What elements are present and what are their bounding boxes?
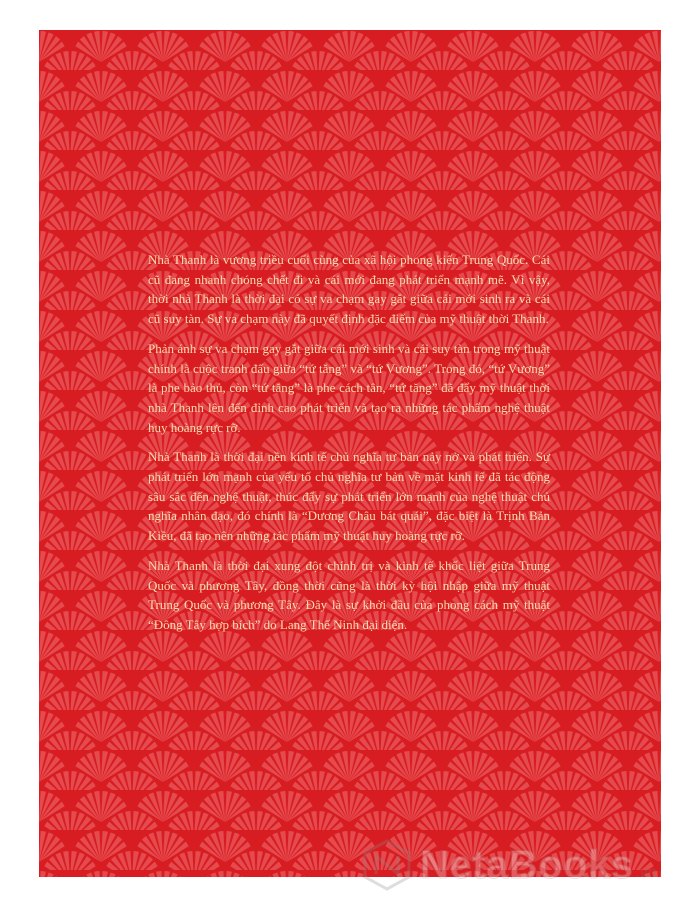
paragraph-3: Nhà Thanh là thời đại nền kinh tế chủ nghĩa tư bản nảy nở và phát triển. Sự phát triển lớn mạnh của yếu tố chủ nghĩa tư bản về mặt kinh tế đã tác động sâu sắc đến nghệ thuật, thúc đẩy sự phát triển lớn mạnh của nghệ thuật chủ nghĩa nhân đạo, đó chính là “Dương Châu bát quái”, đặc biệt là Trịnh Bản Kiều, đã tạo nên những tác phẩm mỹ thuật huy hoàng rực rỡ.: [148, 449, 550, 544]
watermark-brand: NetaBooks: [420, 842, 634, 887]
hexagon-logo-icon: [360, 838, 414, 892]
paragraph-4: Nhà Thanh là thời đại xung đột chính trị và kinh tế khốc liệt giữa Trung Quốc và phương Tây, đồng thời cũng là thời kỳ hội nhập giữa mỹ thuật Trung Quốc và phương Tây. Đây là sự khởi đầu của phong cách mỹ thuật “Đông Tây hợp bích” do Lang Thế Ninh đại diện.: [148, 557, 550, 632]
paragraph-1: Nhà Thanh là vương triều cuối cùng của xã hội phong kiến Trung Quốc. Cái cũ đang nhanh chóng chết đi và cái mới đang phát triển mạnh mẽ. Vì vậy, thời nhà Thanh là thời đại có sự va chạm gay gắt giữa cái mới sinh ra và cái cũ suy tàn. Sự va chạm này đã quyết định đặc điểm của mỹ thuật thời Thanh.: [148, 252, 550, 327]
paragraph-2: Phản ánh sự va chạm gay gắt giữa cái mới sinh và cái suy tàn trong mỹ thuật chính là cuộc tranh đấu giữa “tứ tăng” và “tứ Vương”. Trong đó, “tứ Vương” là phe bảo thủ, còn “tứ tăng” là phe cách tân, “tứ tăng” đã đẩy mỹ thuật thời nhà Thanh lên đến đỉnh cao phát triển và tạo ra những tác phẩm nghệ thuật huy hoàng rực rỡ.: [148, 340, 550, 435]
red-page: [39, 30, 661, 877]
watermark: [360, 838, 700, 892]
watermark-suffix: .vn: [635, 864, 657, 881]
body-text: [148, 250, 550, 645]
